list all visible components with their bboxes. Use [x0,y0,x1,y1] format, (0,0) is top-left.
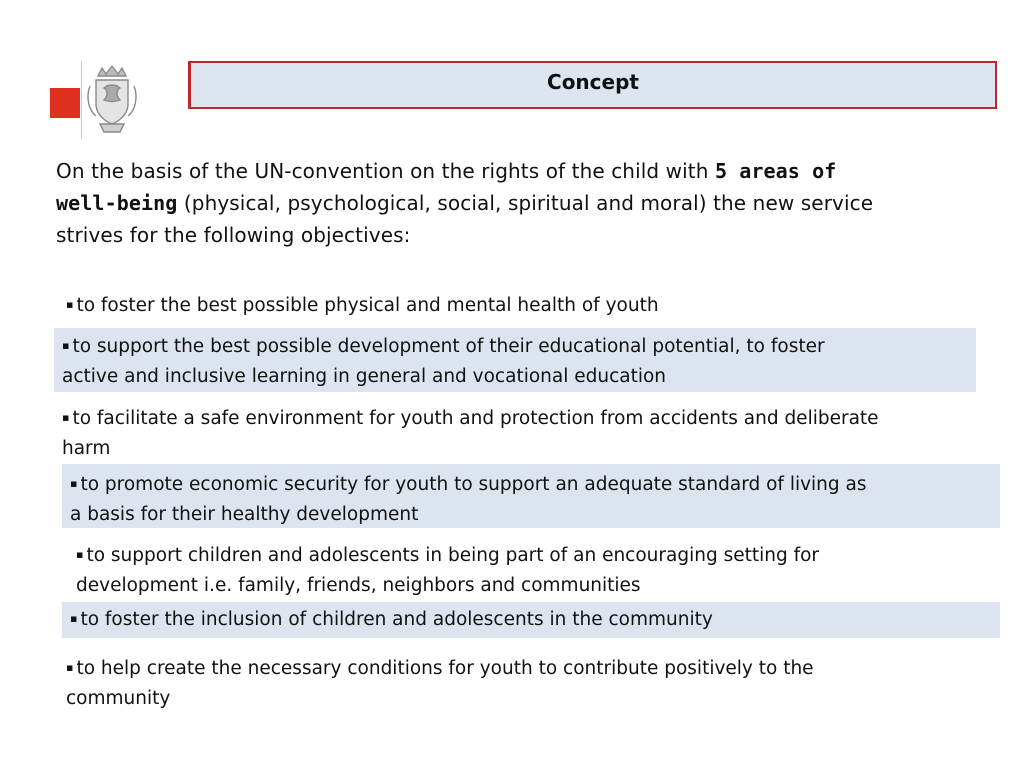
bullet-icon: ▪ [76,548,84,561]
objective-item [62,464,1000,528]
objective-item [62,405,1024,463]
objective-item [62,602,1000,638]
objective-line: harm [62,438,111,459]
bullet-icon: ▪ [62,411,70,424]
bullet-icon: ▪ [70,612,78,625]
intro-paragraph [56,155,1006,251]
objective-text: to support the best possible development of their educational potential, to foster [72,336,825,357]
objective-line: a basis for their healthy development [70,504,419,525]
objective-item [76,542,996,600]
bullet-icon: ▪ [70,477,78,490]
bullet-icon: ▪ [66,661,74,674]
bullet-icon: ▪ [66,298,74,311]
objective-line [66,292,966,322]
intro-text-start: On the basis of the UN-convention on the rights of the child with [56,159,715,183]
title-banner [188,61,997,109]
objective-line: community [66,688,171,709]
intro-text-middle: (physical, psychological, social, spiritual and moral) the new service [177,191,874,215]
bullet-icon: ▪ [62,339,70,352]
objective-item [54,328,976,392]
objective-text: to foster the best possible physical and mental health of youth [76,295,659,316]
objective-text: to promote economic security for youth to support an adequate standard of living as [80,474,867,495]
objective-line [62,405,1024,435]
objective-text: to facilitate a safe environment for youth and protection from accidents and deliberate [72,408,879,429]
logo-divider [81,62,82,138]
objective-line: active and inclusive learning in general and vocational education [62,366,667,387]
objective-line [62,333,976,363]
objective-item [66,655,996,713]
intro-text-end: strives for the following objectives: [56,223,411,247]
objective-line [76,542,996,572]
intro-bold-wellbeing: well-being [56,191,178,215]
objective-text: to foster the inclusion of children and adolescents in the community [80,609,713,630]
slide-title: Concept [547,70,639,94]
objective-line [66,655,996,685]
red-square-icon [50,88,80,118]
objective-text: to help create the necessary conditions for youth to contribute positively to the [76,658,814,679]
coat-of-arms-icon [86,66,138,138]
objective-line [70,471,1000,501]
intro-bold-areas: 5 areas of [714,159,837,183]
objective-line: development i.e. family, friends, neighbors and communities [76,575,641,596]
objective-line [70,606,1000,636]
objective-text: to support children and adolescents in being part of an encouraging setting for [86,545,820,566]
logo [48,62,140,140]
objective-item [66,292,966,322]
